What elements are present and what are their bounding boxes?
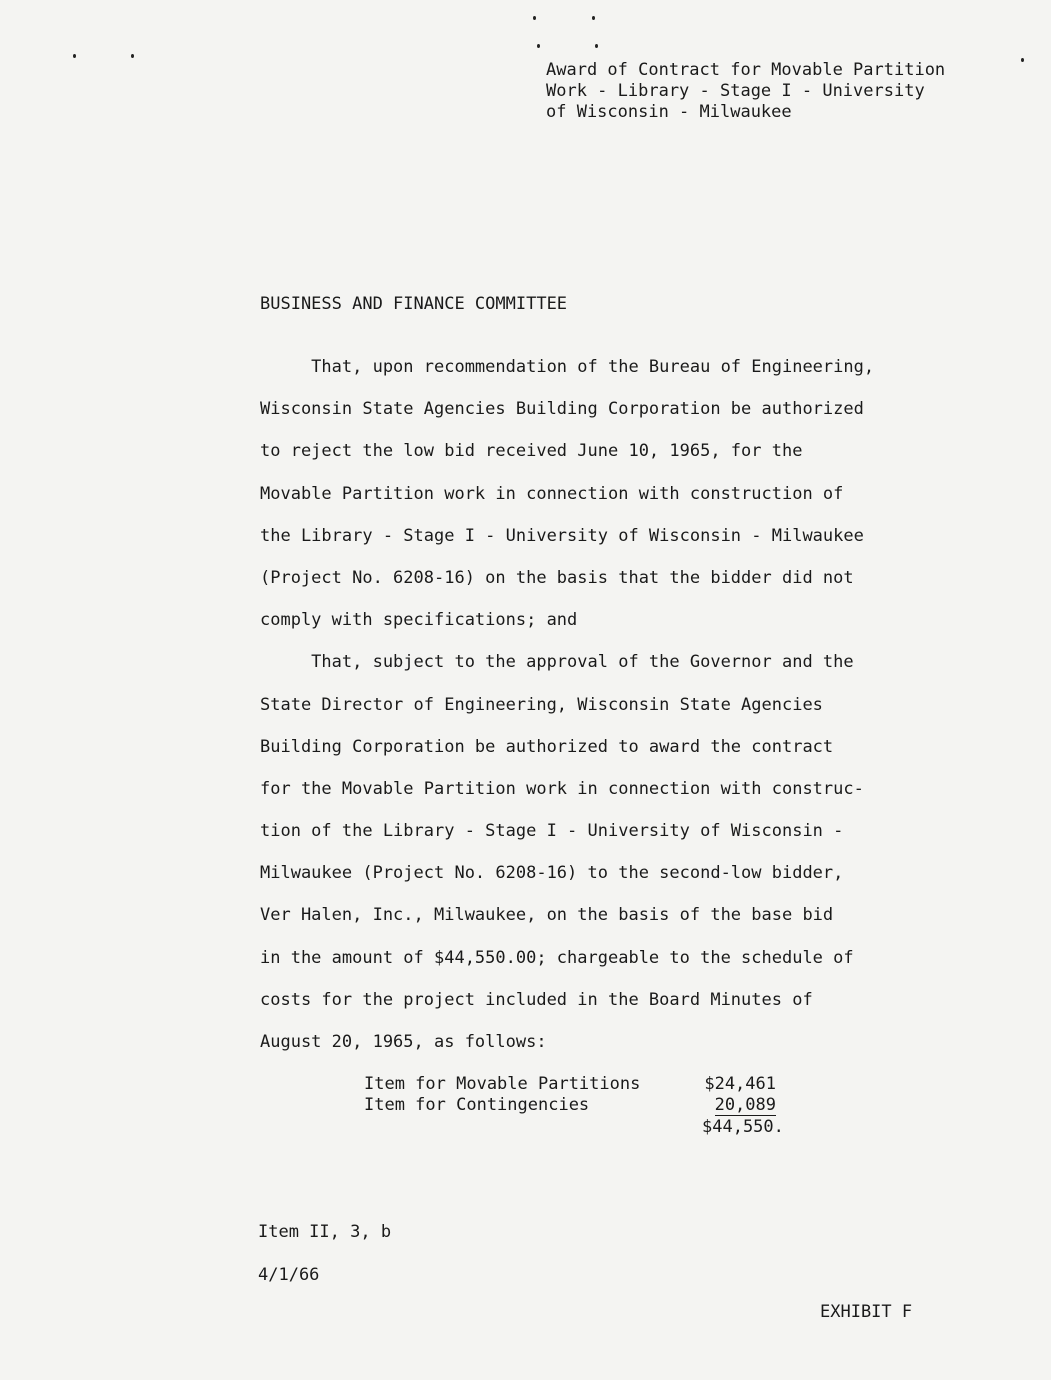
agenda-item-reference: Item II, 3, b — [258, 1222, 392, 1242]
body-line: (Project No. 6208-16) on the basis that the bidder did not — [260, 567, 854, 588]
body-line: to reject the low bid received June 10, 1965, for the — [260, 441, 803, 462]
resolution-body — [260, 355, 920, 1072]
cost-row — [364, 1095, 784, 1116]
body-line: costs for the project included in the Board Minutes of — [260, 989, 813, 1010]
cost-total: $44,550. — [702, 1117, 784, 1137]
body-line: August 20, 1965, as follows: — [260, 1032, 547, 1052]
scan-speck — [131, 54, 134, 58]
body-line: Wisconsin State Agencies Building Corporation be authorized — [260, 399, 864, 420]
scan-speck — [592, 16, 595, 20]
body-line: comply with specifications; and — [260, 610, 578, 631]
scan-speck — [595, 44, 598, 48]
document-title: Award of Contract for Movable Partition Work - Library - Stage I - University of Wisconsin - Milwaukee — [546, 60, 946, 122]
cost-amount — [696, 1095, 776, 1116]
body-line: Ver Halen, Inc., Milwaukee, on the basis of the base bid — [260, 905, 834, 926]
exhibit-label: EXHIBIT F — [820, 1302, 913, 1322]
cost-amount: $24,461 — [704, 1074, 776, 1094]
committee-heading: BUSINESS AND FINANCE COMMITTEE — [260, 294, 568, 314]
scan-speck — [537, 44, 540, 48]
scan-speck — [1021, 58, 1024, 62]
cost-label: Item for Movable Partitions — [364, 1074, 641, 1094]
body-line: Movable Partition work in connection with construction of — [260, 483, 844, 504]
cost-schedule — [364, 1074, 784, 1138]
body-line: That, upon recommendation of the Bureau of Engineering, — [260, 357, 875, 377]
scan-speck — [73, 54, 76, 58]
cost-row — [364, 1074, 784, 1095]
body-line: tion of the Library - Stage I - University of Wisconsin - — [260, 821, 844, 842]
document-date: 4/1/66 — [258, 1265, 320, 1285]
body-line: That, subject to the approval of the Governor and the — [260, 652, 854, 673]
body-line: the Library - Stage I - University of Wisconsin - Milwaukee — [260, 525, 864, 546]
body-line: in the amount of $44,550.00; chargeable to the schedule of — [260, 947, 854, 968]
body-line: Milwaukee (Project No. 6208-16) to the second-low bidder, — [260, 863, 844, 884]
scan-speck — [533, 16, 536, 20]
cost-amount-value: 20,089 — [714, 1095, 776, 1115]
body-line: Building Corporation be authorized to award the contract — [260, 736, 834, 757]
body-line: for the Movable Partition work in connection with construc- — [260, 778, 864, 799]
body-line: State Director of Engineering, Wisconsin State Agencies — [260, 694, 823, 715]
cost-label: Item for Contingencies — [364, 1095, 590, 1115]
